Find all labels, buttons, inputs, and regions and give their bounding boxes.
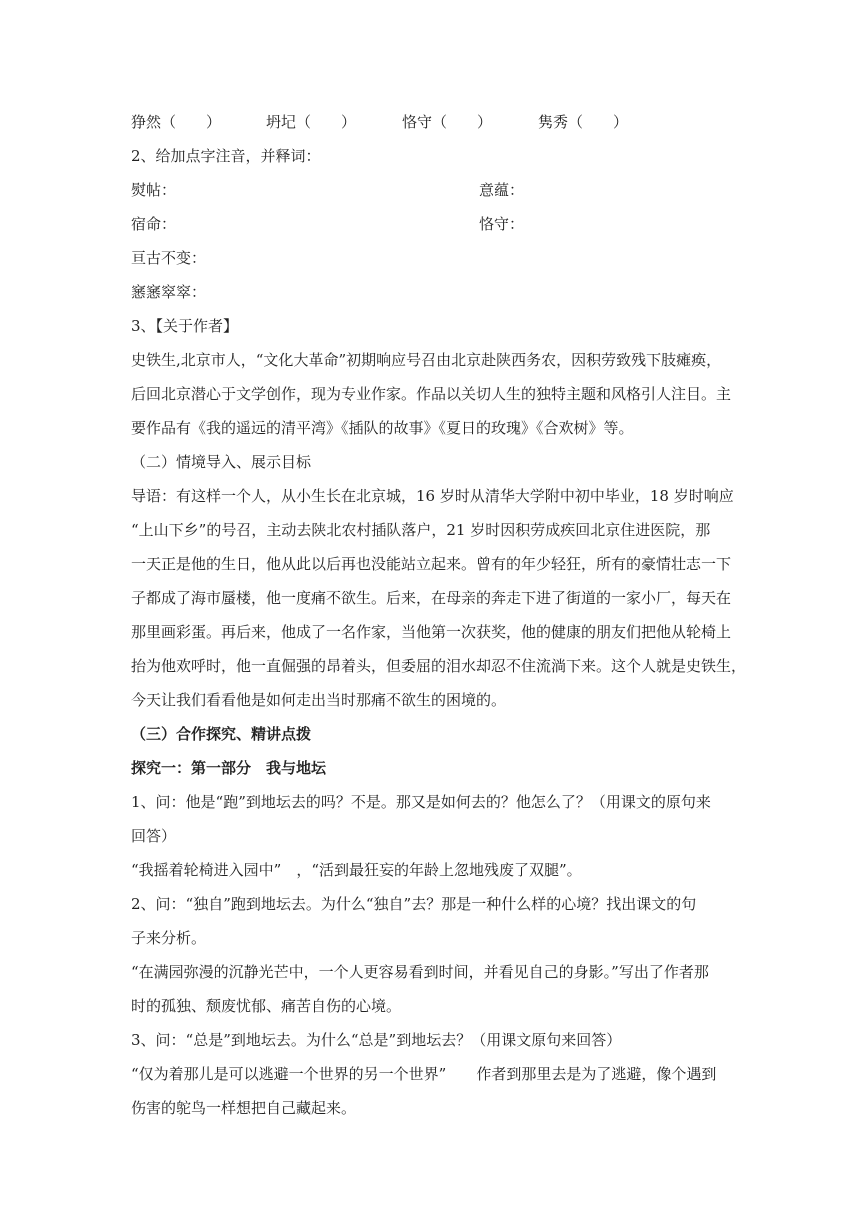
author-paragraph (131, 343, 731, 445)
paragraph-line: 抬为他欢呼时，他一直倔强的昂着头，但委屈的泪水却忍不住流淌下来。这个人就是史铁生， (131, 657, 747, 675)
paragraph-line: 要作品有《我的遥远的清平湾》《插队的故事》《夏日的玫瑰》《合欢树》等。 (131, 419, 634, 437)
definition-term: 意蕴： (479, 181, 525, 199)
definition-row (131, 207, 731, 241)
definition-row (131, 173, 731, 207)
paragraph-line: 那里画彩蛋。再后来，他成了一名作家，当他第一次获奖，他的健康的朋友们把他从轮椅上 (131, 623, 732, 641)
intro-paragraph (131, 479, 747, 717)
paragraph-line: 子都成了海市蜃楼，他一度痛不欲生。后来，在母亲的奔走下进了街道的一家小厂，每天在 (131, 589, 732, 607)
answer-line: 时的孤独、颓废忧郁、痛苦自伤的心境。 (131, 997, 402, 1015)
vocab-item: 隽秀（ ） (538, 113, 629, 131)
paragraph-line: 今天让我们看看他是如何走出当时那痛不欲生的困境的。 (131, 691, 507, 709)
paragraph-line: 导语：有这样一个人，从小生长在北京城，16 岁时从清华大学附中初中毕业，18 岁时响应 (131, 487, 734, 505)
paragraph-line: “上山下乡”的号召，主动去陕北农村插队落户，21 岁时因积劳成疾回北京住进医院，那 (131, 521, 711, 539)
document-body (131, 105, 747, 1125)
answer-line: “在满园弥漫的沉静光芒中，一个人更容易看到时间，并看见自己的身影。”写出了作者那 (131, 963, 709, 981)
section-heading: （三）合作探究、精讲点拨 (131, 725, 312, 743)
question-2: 2、给加点字注音，并释词： (131, 147, 321, 165)
answer-line: 伤害的鸵鸟一样想把自己藏起来。 (131, 1099, 357, 1117)
question-line: 3、问：“总是”到地坛去。为什么“总是”到地坛去？（用课文原句来回答） (131, 1031, 622, 1049)
paragraph-line: 后回北京潜心于文学创作，现为专业作家。作品以关切人生的独特主题和风格引人注目。主 (131, 385, 732, 403)
answer-line: “我摇着轮椅进入园中” ，“活到最狂妄的年龄上忽地残废了双腿”。 (131, 861, 582, 879)
qa-block-1 (131, 785, 731, 887)
definition-term: 窸窸窣窣： (131, 283, 207, 301)
vocab-item: 恪守（ ） (402, 113, 493, 131)
question-line: 子来分析。 (131, 929, 207, 947)
definition-term: 熨帖： (131, 181, 177, 199)
answer-line: “仅为着那儿是可以逃避一个世界的另一个世界” 作者到那里去是为了逃避，像个遇到 (131, 1065, 717, 1083)
question-line: 2、问：“独自”跑到地坛去。为什么“独自”去？那是一种什么样的心境？找出课文的句 (131, 895, 697, 913)
vocab-row (131, 105, 731, 139)
qa-block-2 (131, 887, 731, 1023)
question-line: 1、问：他是“跑”到地坛去的吗？不是。那又是如何去的？他怎么了？（用课文的原句来 (131, 793, 711, 811)
paragraph-line: 史铁生,北京市人，“文化大革命”初期响应号召由北京赴陕西务农，因积劳致残下肢瘫痪， (131, 351, 722, 369)
paragraph-line: 一天正是他的生日，他从此以后再也没能站立起来。曾有的年少轻狂，所有的豪情壮志一下 (131, 555, 732, 573)
qa-block-3 (131, 1023, 731, 1125)
vocab-item: 坍圮（ ） (266, 113, 357, 131)
question-line: 回答） (131, 827, 177, 845)
vocab-item: 狰然（ ） (131, 113, 222, 131)
definition-term: 恪守： (479, 215, 525, 233)
definition-term: 宿命： (131, 215, 177, 233)
subsection-heading: 探究一：第一部分 我与地坛 (131, 759, 327, 777)
definition-term: 亘古不变： (131, 249, 207, 267)
author-heading: 3、【关于作者】 (131, 317, 239, 335)
section-heading: （二）情境导入、展示目标 (131, 453, 312, 471)
